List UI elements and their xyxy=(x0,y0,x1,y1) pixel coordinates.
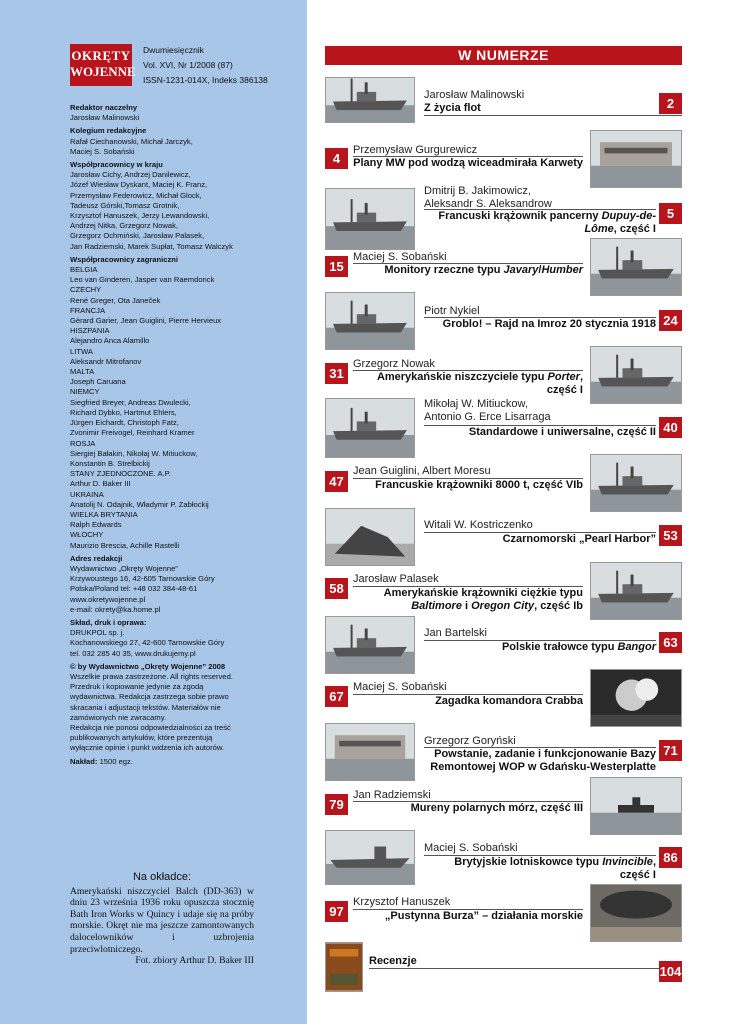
article-author: Mikołaj W. Mitiuckow, Antonio G. Erce Lisarraga xyxy=(424,398,551,423)
article-title[interactable]: Z życia flot xyxy=(424,102,481,114)
article-author: Jarosław Malinowski xyxy=(424,89,525,101)
pub-volume: Vol. XVI, Nr 1/2008 (87) xyxy=(143,60,233,70)
ship-photo xyxy=(325,292,415,350)
cover-caption-credit: Fot. zbiory Arthur D. Baker III xyxy=(135,955,254,967)
credit-heading: Nakład: xyxy=(70,756,98,766)
article-author: Krzysztof Hanuszek xyxy=(353,896,451,908)
wreck-photo xyxy=(325,508,415,566)
ship-photo xyxy=(325,616,415,674)
page-number-badge: 40 xyxy=(659,417,682,438)
credit-heading: © by Wydawnictwo „Okręty Wojenne” 2008 xyxy=(70,661,226,671)
cover-caption-text: Amerykański niszczyciel Balch (DD-363) w dniu 23 września 1936 roku opuszcza stocznię Bath Iron Works w Quincy i udaje się na próby morskie. Okręt nie ma jeszcze zamontowanych dalocelowników i uzbrojenia przeciwlotniczego. xyxy=(70,885,254,955)
page-number-badge: 53 xyxy=(659,525,682,546)
credit-text: Jarosław Malinowski xyxy=(70,113,140,123)
article-author: Jean Guiglini, Albert Moresu xyxy=(353,465,491,477)
cover-caption xyxy=(70,872,254,967)
author-rule xyxy=(369,968,659,969)
article-author: Witali W. Kostriczenko xyxy=(424,519,533,531)
page-number-badge: 86 xyxy=(659,847,682,868)
page-number-badge: 15 xyxy=(325,256,348,277)
author-rule xyxy=(424,115,682,116)
article-author: Maciej S. Sobański xyxy=(353,681,447,693)
logo-line2: WOJENNE xyxy=(70,64,136,79)
page-number-badge: 5 xyxy=(659,203,682,224)
sidebar-panel xyxy=(0,0,307,1024)
article-author: Grzegorz Goryński xyxy=(424,735,516,747)
book-cover xyxy=(325,942,363,992)
article-title[interactable]: Monitory rzeczne typu Javary/Humber xyxy=(384,264,583,276)
article-title[interactable]: Francuski krążownik pancerny Dupuy-de-Lôme, część I xyxy=(438,210,656,235)
page-number-badge: 67 xyxy=(325,686,348,707)
article-title[interactable]: Francuskie krążowniki 8000 t, część VIb xyxy=(375,479,583,491)
contents-header: W NUMERZE xyxy=(325,46,682,65)
article-author: Piotr Nykiel xyxy=(424,305,480,317)
credit-text: DRUKPOL sp. j. Kochanowskiego 27, 42-600 Tarnowskie Góry tel. 032 285 40 35, www.drukujemy.pl xyxy=(70,628,225,658)
page-number-badge: 71 xyxy=(659,740,682,761)
ship-photo xyxy=(325,398,415,458)
page-number-badge: 104 xyxy=(659,961,682,982)
page-number-badge: 4 xyxy=(325,148,348,169)
page-number-badge: 47 xyxy=(325,471,348,492)
harbor-photo xyxy=(590,130,682,188)
credit-text: BELGIA Leo van Ginderen, Jasper van Raemdonck CZECHY René Greger, Ota Janeček FRANCJA Gérard Garier, Jean Guiglini, Pierre Hervieux HISZPANIA Alejandro Anca Alamillo LITWA Aleksandr Mitrofanov MALTA Joseph Caruana NIEMCY Siegfried Breyer, Andreas Dwulecki, Richard Dybko, Hartmut Ehlers, Jürgen Eichardt, Christoph Fatz, Zvonimir Freivogel, Reinhard Kramer ROSJA Siergiej Bałakin, Nikołaj W. Mitiuckow, Konstantin B. Strelbickij STANY ZJEDNOCZONE. A.P. Arthur D. Baker III UKRAINA Anatolij N. Odajnik, Władymir P. Zabłockij WIELKA BRYTANIA Ralph Edwards WŁOCHY Maurizio Brescia, Achille Rastelli xyxy=(70,265,222,550)
ship-photo xyxy=(590,562,682,620)
article-author: Maciej S. Sobański xyxy=(353,251,447,263)
page-number-badge: 58 xyxy=(325,578,348,599)
building-photo xyxy=(325,723,415,781)
article-title[interactable]: Brytyjskie lotniskowce typu Invincible, część I xyxy=(454,856,656,881)
article-title[interactable]: Groblo! – Rajd na Imroz 20 stycznia 1918 xyxy=(442,318,656,330)
magazine-logo xyxy=(70,44,136,86)
page-number-badge: 31 xyxy=(325,363,348,384)
credit-heading: Adres redakcji xyxy=(70,553,123,563)
ship-photo xyxy=(590,346,682,404)
credit-text: Rafał Ciechanowski, Michał Jarczyk, Maciej S. Sobański xyxy=(70,136,193,156)
credit-heading: Współpracownicy w kraju xyxy=(70,160,163,170)
article-title[interactable]: „Pustynna Burza” – działania morskie xyxy=(384,910,583,922)
article-title[interactable]: Recenzje xyxy=(369,955,417,967)
article-author: Przemysław Gurgurewicz xyxy=(353,144,478,156)
ship-photo xyxy=(590,238,682,296)
article-title[interactable]: Czarnomorski „Pearl Harbor” xyxy=(502,533,656,545)
credit-text: 1500 egz. xyxy=(99,756,133,766)
credit-heading: Współpracownicy zagraniczni xyxy=(70,254,179,264)
carrier-photo xyxy=(325,830,415,885)
editorial-credits xyxy=(70,103,302,767)
article-author: Jan Bartelski xyxy=(424,627,487,639)
article-author: Jan Radziemski xyxy=(353,789,431,801)
article-title[interactable]: Powstanie, zadanie i funkcjonowanie Bazy Remontowej WOP w Gdańsku-Westerplatte xyxy=(430,748,656,773)
pub-frequency: Dwumiesięcznik xyxy=(143,45,204,55)
cover-caption-title: Na okładce: xyxy=(132,871,192,883)
article-title[interactable]: Mureny polarnych mórz, część III xyxy=(410,802,583,814)
credit-heading: Redaktor naczelny xyxy=(70,103,138,112)
page-number-badge: 63 xyxy=(659,632,682,653)
credit-heading: Skład, druk i oprawa: xyxy=(70,617,147,627)
smoke-photo xyxy=(590,884,682,942)
article-author: Grzegorz Nowak xyxy=(353,358,435,370)
article-author: Dmitrij B. Jakimowicz, Aleksandr S. Aleksandrow xyxy=(424,185,552,210)
pub-issn: ISSN-1231-014X, Indeks 386138 xyxy=(143,75,268,85)
ship-photo xyxy=(325,77,415,123)
article-title[interactable]: Amerykańskie krążowniki ciężkie typu Baltimore i Oregon City, część Ib xyxy=(383,587,583,612)
logo-line1: OKRĘTY xyxy=(71,48,131,63)
article-title[interactable]: Plany MW pod wodzą wiceadmirała Karwety xyxy=(353,157,583,169)
page-number-badge: 24 xyxy=(659,310,682,331)
article-title[interactable]: Standardowe i uniwersalne, część II xyxy=(468,426,656,438)
article-title[interactable]: Amerykańskie niszczyciele typu Porter, część I xyxy=(376,371,583,396)
article-author: Maciej S. Sobański xyxy=(424,842,518,854)
page-number-badge: 2 xyxy=(659,93,682,114)
ship-photo xyxy=(590,454,682,512)
ship-photo xyxy=(325,188,415,250)
credit-heading: Kolegium redakcyjne xyxy=(70,126,147,136)
article-title[interactable]: Polskie trałowce typu Bangor xyxy=(501,641,656,653)
credit-text: Jarosław Cichy, Andrzej Danilewicz, Józef Wiesław Dyskant, Maciej K. Franz, Przemysław Federowicz, Michał Glock, Tadeusz Górski,Tomasz Grotnik, Krzysztof Hanuszek, Jerzy Lewandowski, Andrzej Nitka, Grzegorz Nowak, Grzegorz Ochmiński, Jarosław Palasek, Jan Radziemski, Marek Supłat, Tomasz Walczyk xyxy=(70,170,233,251)
explosion-photo xyxy=(590,669,682,727)
page-number-badge: 97 xyxy=(325,901,348,922)
page-number-badge: 79 xyxy=(325,794,348,815)
article-author: Jarosław Palasek xyxy=(353,573,439,585)
article-title[interactable]: Zagadka komandora Crabba xyxy=(435,695,583,707)
submarine-photo xyxy=(590,777,682,835)
credit-text: Wszelkie prawa zastrzeżone. All rights reserved. Przedruk i kopiowanie jedynie za zgodą wydawnictwa. Redakcja zastrzega sobie prawo skracania i adjustacji tekstów. Materiałów nie zamówionych nie zwracamy. Redakcja nie ponosi odpowiedzialności za treść publikowanych artykułów, które prezentują wyłącznie opinie i punkt widzenia ich autorów. xyxy=(70,671,233,753)
credit-text: Wydawnictwo „Okręty Wojenne” Krzywoustego 16, 42-605 Tarnowskie Góry Polska/Poland tel: +48 032 384-48-61 www.okretywojenne.pl e-mail: okrety@ka.home.pl xyxy=(70,563,215,614)
